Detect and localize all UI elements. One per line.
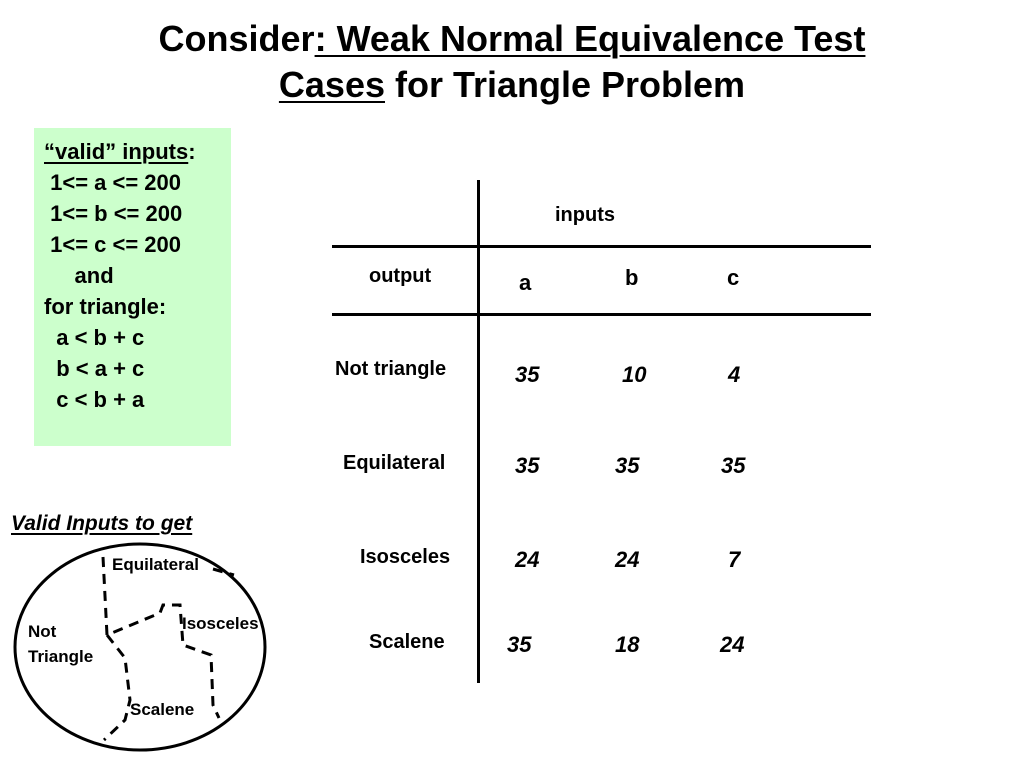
column-header-b: b — [625, 265, 639, 290]
cell-b: 10 — [622, 362, 647, 387]
inputs-header: inputs — [555, 204, 615, 226]
valid-inputs-line: b < a + c — [44, 356, 145, 381]
valid-inputs-line: and — [44, 263, 114, 288]
boundary-not-triangle-scalene — [104, 635, 130, 740]
cell-a: 35 — [515, 362, 540, 387]
region-not-triangle-line2: Triangle — [28, 647, 94, 666]
column-header-c: c — [727, 265, 740, 290]
table-header-bottom-rule — [332, 313, 871, 316]
title-triangle-problem: for Triangle Problem — [385, 64, 746, 105]
cell-a: 35 — [515, 453, 540, 478]
region-equilateral: Equilateral — [112, 555, 199, 574]
output-header: output — [369, 265, 432, 287]
title-line-1 — [0, 16, 1024, 62]
valid-inputs-heading — [44, 136, 231, 167]
title-weak-normal: : Weak Normal Equivalence Test — [314, 18, 866, 59]
cell-c: 35 — [721, 453, 746, 478]
region-scalene: Scalene — [130, 700, 195, 719]
valid-inputs-heading-text: “valid” inputs — [44, 139, 189, 164]
title-line-2 — [0, 62, 1024, 108]
cell-c: 24 — [720, 632, 745, 657]
row-output: Isosceles — [360, 546, 451, 568]
table-vertical-rule — [477, 180, 480, 683]
cell-b: 18 — [615, 632, 640, 657]
valid-inputs-box — [34, 128, 231, 446]
title-consider: Consider — [158, 18, 315, 59]
valid-inputs-line: 1<= b <= 200 — [44, 201, 183, 226]
cell-a: 24 — [515, 547, 540, 572]
cell-a: 35 — [507, 632, 532, 657]
valid-inputs-line: for triangle: — [44, 294, 167, 319]
page-title — [0, 16, 1024, 108]
row-output: Equilateral — [343, 452, 446, 474]
cell-b: 35 — [615, 453, 640, 478]
cell-b: 24 — [615, 547, 640, 572]
valid-inputs-line: c < b + a — [44, 387, 145, 412]
column-header-a: a — [519, 270, 532, 295]
boundary-equilateral-isosceles — [103, 557, 219, 718]
row-output: Not triangle — [335, 358, 447, 380]
valid-inputs-heading-colon: : — [188, 139, 196, 164]
valid-inputs-line: a < b + c — [44, 325, 145, 350]
row-output: Scalene — [369, 631, 445, 653]
valid-inputs-line: 1<= c <= 200 — [44, 232, 182, 257]
title-cases: Cases — [278, 64, 385, 105]
valid-inputs-line: 1<= a <= 200 — [44, 170, 182, 195]
cell-c: 4 — [728, 362, 741, 387]
region-isosceles: Isosceles — [182, 614, 259, 633]
table-header-top-rule — [332, 245, 871, 248]
diagram-title: Valid Inputs to get — [11, 512, 193, 535]
region-not-triangle-line1: Not — [28, 622, 57, 641]
cell-c: 7 — [728, 547, 741, 572]
